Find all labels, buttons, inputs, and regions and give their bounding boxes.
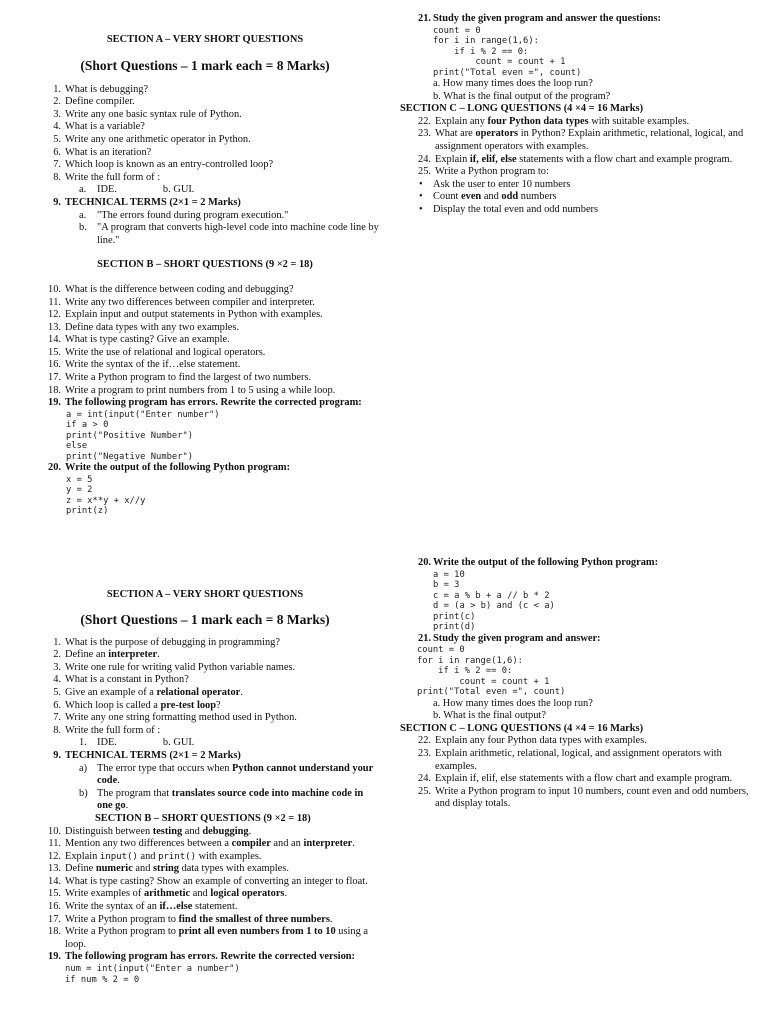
section-a-subtitle: (Short Questions – 1 mark each = 8 Marks) [80, 57, 330, 73]
question-21-b: b. What is the final output? [433, 710, 546, 722]
question-text: What is debugging? [65, 83, 149, 95]
section-b-question-list [30, 284, 380, 397]
question-21-a: a. How many times does the loop run? [433, 697, 593, 709]
question-number: 5. [53, 133, 61, 145]
question-19: 19. The following program has errors. Rewrite the corrected program: [48, 397, 362, 409]
question-text: Write the syntax of the if…else statement. [65, 359, 241, 371]
question-23: 23. Explain arithmetic, relational, logical, and assignment operators with examples. [418, 748, 722, 772]
question-9-a: a) The error type that occurs when Python cannot understand your code. [79, 762, 374, 787]
question-25-bullet-3: • Display the total even and odd numbers [419, 204, 599, 216]
question-20: 20. Write the output of the following Python program: [418, 557, 659, 568]
question-18: 18. Write a Python program to print all even numbers from 1 to 10 using a loop. [48, 926, 369, 950]
question-10: 10. Distinguish between testing and debugging. [48, 825, 252, 837]
question-text: What is type casting? Give an example. [65, 334, 230, 346]
question-7: 7. Write any one string formatting method used in Python. [53, 712, 297, 724]
question-text: Write any one arithmetic operator in Python. [65, 133, 251, 145]
question-4: 4. What is a constant in Python? [53, 674, 189, 686]
question-item [30, 297, 380, 310]
question-item [30, 385, 380, 398]
question-text: Define data types with any two examples. [65, 321, 239, 333]
section-a-subtitle: (Short Questions – 1 mark each = 8 Marks) [80, 611, 330, 627]
question-item [30, 96, 380, 109]
question-text: Define compiler. [65, 96, 135, 108]
question-text: Explain input and output statements in Python with examples. [65, 309, 323, 321]
question-19-code: a = int(input("Enter number") if a > 0 print("Positive Number") else print("Negative Number") [66, 409, 220, 462]
question-item [30, 172, 380, 185]
question-22: 22. Explain any four Python data types with suitable examples. [418, 115, 690, 127]
section-c-title: SECTION C – LONG QUESTIONS (4 ×4 = 16 Marks) [400, 722, 644, 734]
question-9-b: b. "A program that converts high-level code into machine code line by line." [79, 222, 379, 246]
question-number: 2. [53, 96, 61, 108]
question-9-b: b) The program that translates source code into machine code in one go. [79, 787, 364, 812]
question-number: 14. [48, 334, 61, 346]
question-number: 1. [53, 83, 61, 95]
question-25: 25. Write a Python program to input 10 numbers, count even and odd numbers, and display totals. [418, 785, 749, 810]
question-9: 9. TECHNICAL TERMS (2×1 = 2 Marks) [53, 749, 241, 761]
question-21-a: a. How many times does the loop run? [433, 78, 593, 90]
question-text: Write the full form of : [65, 171, 161, 183]
question-text: Which loop is known as an entry-controlled loop? [65, 159, 274, 171]
paper2-left-column [30, 589, 380, 985]
question-number: 17. [48, 372, 61, 384]
question-number: 3. [53, 108, 61, 120]
question-number: 13. [48, 321, 61, 333]
question-number: 10. [48, 283, 61, 295]
question-21-code: count = 0 for i in range(1,6): if i % 2 == 0: count = count + 1 print("Total even =", count) [433, 25, 582, 78]
section-a-title: SECTION A – VERY SHORT QUESTIONS [106, 34, 304, 45]
question-number: 16. [48, 359, 61, 371]
question-item [30, 347, 380, 360]
question-17: 17. Write a Python program to find the smallest of three numbers. [48, 913, 333, 925]
question-1: 1. What is the purpose of debugging in programming? [53, 636, 280, 648]
question-item [30, 121, 380, 134]
question-item [30, 309, 380, 322]
question-number: 4. [53, 121, 61, 133]
question-24: 24. Explain if, elif, else statements with a flow chart and example program. [418, 773, 733, 785]
paper1-left-column [30, 34, 380, 517]
question-15: 15. Write examples of arithmetic and logical operators. [48, 888, 288, 900]
question-6: 6. Which loop is called a pre-test loop? [53, 699, 221, 711]
question-14: 14. What is type casting? Show an example of converting an integer to float. [48, 875, 368, 887]
question-number: 7. [53, 159, 61, 171]
paper2-right-column [400, 557, 750, 811]
section-a-title: SECTION A – VERY SHORT QUESTIONS [106, 589, 304, 600]
question-19-code: num = int(input("Enter a number") if num % 2 = 0 [65, 964, 240, 985]
question-8-options: a. IDE. b. GUI. [79, 184, 195, 196]
question-5: 5. Give an example of a relational operator. [53, 686, 243, 698]
question-number: 8. [53, 171, 61, 183]
question-20-code: a = 10 b = 3 c = a % b + a // b * 2 d = (a > b) and (c < a) print(c) print(d) [433, 569, 555, 633]
question-text: What is the difference between coding and debugging? [65, 283, 294, 295]
question-item [30, 322, 380, 335]
question-item [30, 134, 380, 147]
question-21: 21. Study the given program and answer: [418, 632, 601, 644]
question-21-code: count = 0 for i in range(1,6): if i % 2 == 0: count = count + 1 print("Total even =", count) [417, 645, 566, 698]
question-9-a: a. "The errors found during program execution." [79, 209, 289, 221]
question-8: 8. Write the full form of : [53, 724, 161, 736]
question-item [30, 334, 380, 347]
question-item [30, 359, 380, 372]
question-19: 19. The following program has errors. Rewrite the corrected version: [48, 951, 356, 963]
question-22: 22. Explain any four Python data types with examples. [418, 735, 647, 747]
question-number: 6. [53, 146, 61, 158]
question-3: 3. Write one rule for writing valid Python variable names. [53, 661, 296, 673]
question-text: Write a Python program to find the largest of two numbers. [65, 372, 312, 384]
question-16: 16. Write the syntax of an if…else statement. [48, 901, 238, 913]
question-text: Write the use of relational and logical operators. [65, 346, 266, 358]
question-25-bullet-1: • Ask the user to enter 10 numbers [419, 178, 571, 190]
question-text: Write a program to print numbers from 1 to 5 using a while loop. [65, 384, 336, 396]
question-25-bullet-2: • Count even and odd numbers [419, 191, 557, 203]
question-text: What is an iteration? [65, 146, 152, 158]
question-13: 13. Define numeric and string data types with examples. [48, 863, 289, 875]
question-number: 11. [48, 296, 61, 308]
section-b-title: SECTION B – SHORT QUESTIONS (9 ×2 = 18) [95, 812, 311, 824]
question-item [30, 372, 380, 385]
question-20: 20. Write the output of the following Python program: [48, 462, 291, 474]
question-item [30, 109, 380, 122]
question-item [30, 147, 380, 160]
question-number: 12. [48, 309, 61, 321]
question-item [30, 284, 380, 297]
question-item [30, 159, 380, 172]
question-9: 9. TECHNICAL TERMS (2×1 = 2 Marks) [53, 196, 241, 208]
question-8-options: 1. IDE. b. GUI. [79, 737, 195, 749]
paper1-right-column [400, 13, 750, 217]
question-11: 11. Mention any two differences between a compiler and an interpreter. [48, 838, 355, 850]
question-23: 23. What are operators in Python? Explain arithmetic, relational, logical, and assignment operators with examples. [418, 128, 744, 153]
section-c-title: SECTION C – LONG QUESTIONS (4 ×4 = 16 Marks) [400, 103, 644, 115]
question-24: 24. Explain if, elif, else statements with a flow chart and example program. [418, 153, 733, 165]
question-text: What is a variable? [65, 121, 145, 133]
question-21-b: b. What is the final output of the program? [433, 90, 611, 102]
question-21: 21. Study the given program and answer the questions: [418, 13, 661, 24]
question-12: 12. Explain input() and print() with examples. [48, 850, 262, 862]
question-item [30, 84, 380, 97]
question-number: 18. [48, 384, 61, 396]
question-20-code: x = 5 y = 2 z = x**y + x//y print(z) [66, 474, 146, 517]
question-text: Write any two differences between compiler and interpreter. [65, 296, 315, 308]
question-25: 25. Write a Python program to: [418, 166, 549, 178]
question-number: 15. [48, 346, 61, 358]
question-2: 2. Define an interpreter. [53, 649, 160, 661]
section-a-question-list [30, 84, 380, 185]
question-text: Write any one basic syntax rule of Python. [65, 108, 242, 120]
section-b-title: SECTION B – SHORT QUESTIONS (9 ×2 = 18) [97, 259, 313, 271]
